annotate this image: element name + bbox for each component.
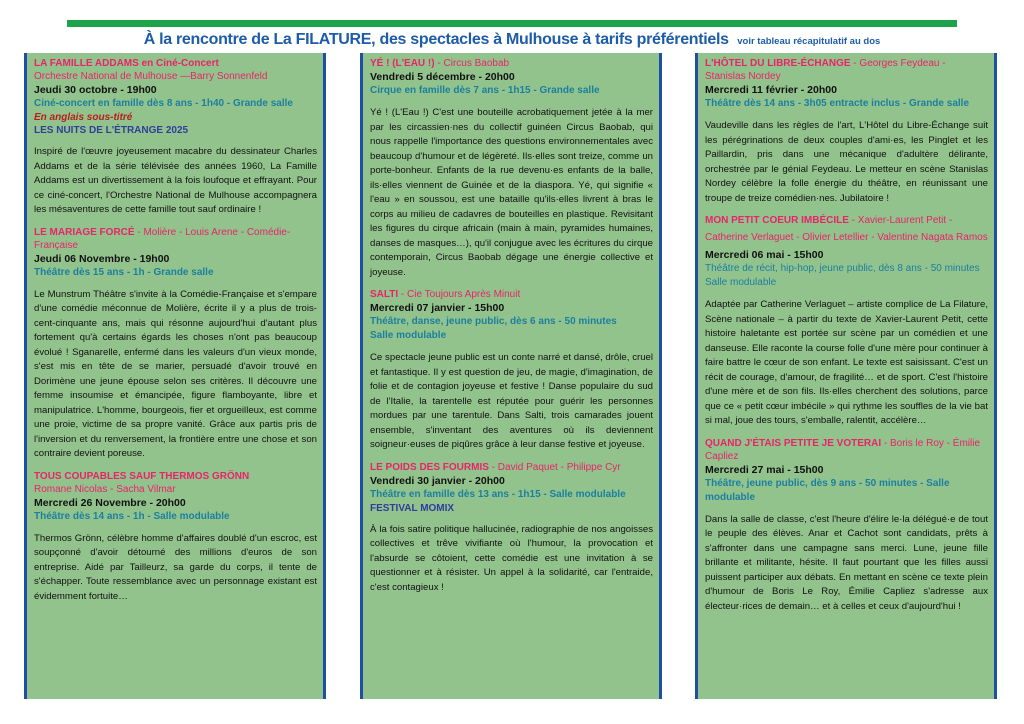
event-credits: Romane Nicolas - Sacha Vilmar: [34, 483, 176, 495]
event-title: QUAND J'ÉTAIS PETITE JE VOTERAI: [705, 437, 882, 449]
event-quand-jetais-petite: [705, 437, 988, 615]
event-credits: - Boris le Roy - Émilie Capliez: [705, 437, 981, 462]
page-title: À la rencontre de La FILATURE, des spectacles à Mulhouse à tarifs préférentiels: [143, 31, 729, 48]
event-info: Théâtre en famille dès 13 ans - 1h15 - Salle modulable: [370, 488, 626, 500]
event-festival: LES NUITS DE L'ÉTRANGE 2025: [34, 125, 189, 136]
event-info: Théâtre dès 14 ans - 3h05 entracte inclus - Grande salle: [705, 98, 969, 109]
event-date: Mercredi 27 mai - 15h00: [705, 463, 824, 476]
page-header: [0, 31, 1024, 49]
event-description: À la fois satire politique hallucinée, radiographie de nos angoisses collectives et trêve vivifiante où l'humour, la provocation et l'absurde se côtoient, cette comédie est une invitation à se questionner et à résister. Un appel à la solidarité, car l'entraide, c'est contagieux !: [370, 523, 653, 593]
column-left: [24, 53, 326, 699]
event-credits: - David Paquet - Philippe Cyr: [488, 461, 621, 473]
event-credits: - Xavier-Laurent Petit -: [848, 215, 953, 226]
event-title: L'HÔTEL DU LIBRE-ÉCHANGE: [705, 58, 851, 69]
event-description: Le Munstrum Théâtre s'invite à la Comédie-Française et s'empare d'une comédie méconnue de Molière, écrite il y a plus de trois-cent-cinquante ans, mais qui résonne aujourd'hui d'autant plus fortement qu'à certains égards les choses n'ont pas beaucoup évolué ! Sganarelle, enfermé dans les valeurs d'un vieux monde, s'est mis en tête de se marier, persuadé d'avoir trouvé en Dorimène une jeune épouse selon ses critères. Il découvre une femme insoumise et émancipée, figure flamboyante, libre et manipulatrice. L'homme, bourgeois, fier et orgueilleux, est comme une proie, victime de sa propre vanité. Grâce aux partis pris de l'inversion et du renversement, la frontière entre une chose et son contraire devient poreuse.: [34, 288, 317, 459]
event-hotel-libre-echange: [705, 57, 988, 206]
event-language-note: En anglais sous-titré: [34, 112, 133, 123]
column-right: [695, 53, 997, 699]
event-info: Cirque en famille dès 7 ans - 1h15 - Grande salle: [370, 85, 600, 96]
event-salti: [370, 288, 653, 453]
event-date: Mercredi 07 janvier - 15h00: [370, 302, 505, 314]
event-date: Mercredi 06 mai - 15h00: [705, 249, 824, 261]
event-mariage-force: [34, 226, 317, 462]
event-info: Théâtre, jeune public, dès 9 ans - 50 minutes - Salle modulable: [705, 477, 950, 503]
event-info: Ciné-concert en famille dès 8 ans - 1h40 - Grande salle: [34, 98, 293, 109]
event-venue: Salle modulable: [705, 277, 777, 288]
event-title: TOUS COUPABLES SAUF THERMOS GRÖNN: [34, 470, 250, 482]
event-credits: - Cie Toujours Après Minuit: [398, 289, 521, 300]
event-title: LE POIDS DES FOURMIS: [370, 461, 489, 473]
event-description: Ce spectacle jeune public est un conte narré et dansé, drôle, cruel et fantastique. Il y est question de jeu, de magie, d'imagination, de folie et de contagion joyeuse et festive ! Danse populaire du sud de l'Italie, la tarentelle est réputée pour guérir les personnes mordues par une tarentule. Dans Salti, trois camarades jouent ensemble, s'inventant des aventures où ils deviennent soigneur·euses de piqûres grâce à leur danse festive et joyeuse.: [370, 352, 653, 450]
event-ye-leau: [370, 57, 653, 280]
event-venue: Salle modulable: [370, 330, 447, 341]
event-description: Thermos Grönn, célèbre homme d'affaires doublé d'un escroc, est soupçonné d'avoir détourné des millions d'euros de son entreprise. Aidé par Tailleurz, sa garde du corps, il tente de s'échapper. Toute ressemblance avec un personnage existant est évidemment fortuite…: [34, 532, 317, 602]
event-credits-line2: Catherine Verlaguet - Olivier Letellier - Valentine Nagata Ramos: [705, 232, 988, 243]
event-info: Théâtre de récit, hip-hop, jeune public, dès 8 ans - 50 minutes: [705, 263, 980, 274]
event-credits: Orchestre National de Mulhouse —Barry Sonnenfeld: [34, 71, 268, 82]
event-date: Mercredi 26 Novembre - 20h00: [34, 496, 186, 509]
event-thermos-gronn: [34, 470, 317, 605]
event-info: Théâtre, danse, jeune public, dès 6 ans - 50 minutes: [370, 316, 617, 327]
event-credits: - Circus Baobab: [434, 58, 510, 69]
event-info: Théâtre dès 14 ans - 1h - Salle modulable: [34, 510, 230, 522]
top-green-bar: [67, 20, 957, 27]
event-famille-addams: [34, 57, 317, 218]
event-description: Inspiré de l'œuvre joyeusement macabre du dessinateur Charles Addams et de la série télévisée des années 1960, La Famille Addams est un divertissement à la fois loufoque et effrayant. Pour ce ciné-concert, l'Orchestre National de Mulhouse accompagnera les mésaventures de cette famille tout sauf ordinaire !: [34, 146, 317, 215]
event-date: Vendredi 5 décembre - 20h00: [370, 71, 515, 83]
event-description: Adaptée par Catherine Verlaguet – artiste complice de La Filature, Scène nationale – à partir du texte de Xavier-Laurent Petit, cette histoire haletante est portée sur scène par un comédien et une danseuse. Elle raconte la course folle d'une mère pour continuer à faire battre le cœur de son enfant. Le texte est saisissant. C'est un récit de courage, d'amour, de fragilité… et de sport. C'est l'histoire d'une mère et de son fils. Ils·elles cherchent des solutions, parce que ce « petit cœur imbécile » qui rythme les souffles de la vie bat si mal, joue des tours, s'emballe, ralentit, accélère…: [705, 299, 988, 426]
event-description: Vaudeville dans les règles de l'art, L'Hôtel du Libre-Échange suit les pérégrinations de deux couples d'ami·es, les Pinglet et les Paillardin, pris dans une mécanique d'adultère délirante, orchestrée par le génial Feydeau. Le metteur en scène Stanislas Nordey célèbre la folle énergie du théâtre, en réunissant une troupe de treize comédien·nes. Jubilatoire !: [705, 120, 988, 204]
event-title: LE MARIAGE FORCÉ: [34, 226, 135, 238]
event-title: MON PETIT COEUR IMBÉCILE: [705, 215, 849, 226]
event-description: Dans la salle de classe, c'est l'heure d'élire le·la délégué·e de tout le peuple des élèves. Anar et Cachot sont candidats, prêts à s'affronter dans une campagne sans merci. Lune, jeune fille brillante et militante, hésite. Il faut pourtant que les filles aussi puissent participer aux débats. En mettant en scène ce texte plein d'humour de Boris Le Roy, Émilie Capliez s'adresse aux électeur·rices de demain… et à celles et ceux d'aujourd'hui !: [705, 513, 988, 612]
event-info: Théâtre dès 15 ans - 1h - Grande salle: [34, 266, 214, 278]
event-credits: - Georges Feydeau - Stanislas Nordey: [705, 58, 946, 82]
column-middle: [360, 53, 662, 699]
event-date: Jeudi 30 octobre - 19h00: [34, 84, 157, 96]
page-subtitle: voir tableau récapitulatif au dos: [737, 36, 881, 47]
event-date: Vendredi 30 janvier - 20h00: [370, 474, 505, 487]
event-poids-des-fourmis: [370, 461, 653, 596]
event-festival: FESTIVAL MOMIX: [370, 502, 455, 514]
event-date: Jeudi 06 Novembre - 19h00: [34, 252, 170, 265]
event-date: Mercredi 11 février - 20h00: [705, 84, 837, 96]
event-petit-coeur-imbecile: [705, 214, 988, 429]
event-title: YÉ ! (L'EAU !): [370, 58, 435, 69]
event-credits: - Molière - Louis Arene - Comédie-Française: [34, 226, 291, 251]
event-title: LA FAMILLE ADDAMS en Ciné-Concert: [34, 58, 219, 69]
event-description: Yé ! (L'Eau !) C'est une bouteille acrobatiquement jetée à la mer par les circassien·nes du collectif guinéen Circus Baobab, qui nous rappelle l'importance des questions environnementales avec beaucoup d'humour et de légèreté. Ils·elles sont treize, comme un porte-bonheur. Enfants de la rue devenu·es enfants de la balle, ils·elles viennent de Guinée et de la diaspora. Yé, qui signifie « l'eau » en soussou, est une bataille qu'ils·elles livrent à bras le corps au milieu de cadavres de bouteilles en plastique. Revisitant les figures du cirque africain (main à main, pyramides humaines, danses de masques…), qu'il conjugue avec les écritures du cirque contemporain, Circus Baobab dégage une énergie collective et joyeuse.: [370, 107, 653, 278]
event-title: SALTI: [370, 289, 399, 300]
